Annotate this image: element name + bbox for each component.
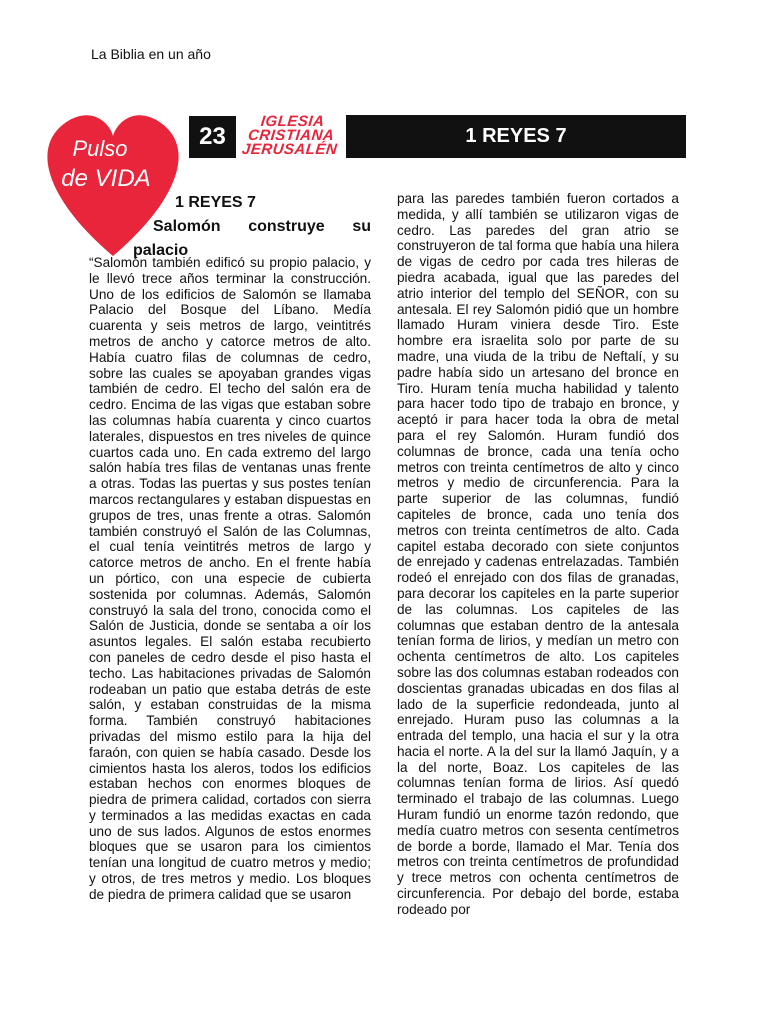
text-column-right: para las paredes también fueron cortados a medida, y allí también se utilizaron vigas de cedro. Las paredes del gran atrio se construyeron de tal forma que había una hilera de vigas de cedro por cada tres hileras de piedra acabada, igual que las paredes del atrio interior del templo del SEÑOR, con su antesala. El rey Salomón pidió que un hombre llamado Huram viniera desde Tiro. Este hombre era israelita solo por parte de su madre, una viuda de la tribu de Neftalí, y su padre había sido un artesano del bronce en Tiro. Huram tenía mucha habilidad y talento para hacer todo tipo de trabajo en bronce, y aceptó ir para hacer toda la obra de metal para el rey Salomón. Huram fundió dos columnas de bronce, cada una tenía ocho metros con treinta centímetros de alto y cinco metros y medio de circunferencia. Para la parte superior de las columnas, fundió capiteles de bronce, cada uno tenía dos metros con treinta centímetros de alto. Cada capitel estaba decorado con siete conjuntos de enrejado y cadenas entrelazadas. También rodeó el enrejado con dos filas de granadas, para decorar los capiteles en la parte superior de las columnas. Los capiteles de las columnas que estaban dentro de la antesala tenían forma de lirios, y medían un metro con ochenta centímetros de alto. Los capiteles sobre las dos columnas estaban rodeados con doscientas granadas ubicadas en dos filas al lado de la superficie redondeada, junto al enrejado. Huram puso las columnas a la entrada del templo, una hacia el sur y la otra hacia el norte. A la del sur la llamó Jaquín, y a la del norte, Boaz. Los capiteles de las columnas tenían forma de lirios. Así quedó terminado el trabajo de las columnas. Luego Huram fundió un enorme tazón redondo, que medía cuatro metros con sesenta centímetros de borde a borde, llamado el Mar. Tenía dos metros con treinta centímetros de profundidad y trece metros con ochenta centímetros de circunferencia. Por debajo del borde, estaba rodeado por (397, 191, 679, 917)
section-heading (133, 191, 371, 263)
book-banner-title: 1 REYES 7 (465, 125, 567, 147)
church-line1: IGLESIA (259, 113, 326, 130)
section-title-line2: palacio (133, 242, 189, 259)
church-line3: JERUSALÉN (241, 141, 339, 158)
logo-line2: de VIDA (61, 165, 151, 192)
church-line2: CRISTIANA (247, 127, 336, 144)
book-banner (346, 115, 686, 158)
day-number: 23 (189, 116, 236, 158)
logo-line1: Pulso (72, 136, 128, 161)
section-reference: 1 REYES 7 (175, 194, 256, 211)
text-column-left: “Salomón también edificó su propio palacio, y le llevó trece años terminar la construcción. Uno de los edificios de Salomón se llamaba Palacio del Bosque del Líbano. Medía cuarenta y seis metros de largo, veintitrés metros de ancho y catorce metros de alto. Había cuatro filas de columnas de cedro, sobre las cuales se apoyaban grandes vigas también de cedro. El techo del salón era de cedro. Encima de las vigas que estaban sobre las columnas había cuarenta y cinco cuartos laterales, dispuestos en tres niveles de quince cuartos cada uno. En cada extremo del largo salón había tres filas de ventanas unas frente a otras. Todas las puertas y sus postes tenían marcos rectangulares y estaban dispuestas en grupos de tres, unas frente a otras. Salomón también construyó el Salón de las Columnas, el cual tenía veintitrés metros de largo y catorce metros de ancho. En el frente había un pórtico, con una especie de cubierta sostenida por columnas. Además, Salomón construyó la sala del trono, conocida como el Salón de Justicia, donde se sentaba a oír los asuntos legales. El salón estaba recubierto con paneles de cedro desde el piso hasta el techo. Las habitaciones privadas de Salomón rodeaban un patio que estaba detrás de este salón, y estaban construidas de la misma forma. También construyó habitaciones privadas del mismo estilo para la hija del faraón, con quien se había casado. Desde los cimientos hasta los aleros, todos los edificios estaban hechos con enormes bloques de piedra de primera calidad, cortados con sierra y terminados a las medidas exactas en cada uno de sus lados. Algunos de estos enormes bloques que se usaron para los cimientos tenían una longitud de cuatro metros y medio; y otros, de tres metros y medio. Los bloques de piedra de primera calidad que se usaron (89, 255, 371, 902)
section-title-line1: Salomón construye su (153, 218, 371, 235)
header-note: La Biblia en un año (91, 46, 211, 62)
church-logo (236, 115, 347, 159)
